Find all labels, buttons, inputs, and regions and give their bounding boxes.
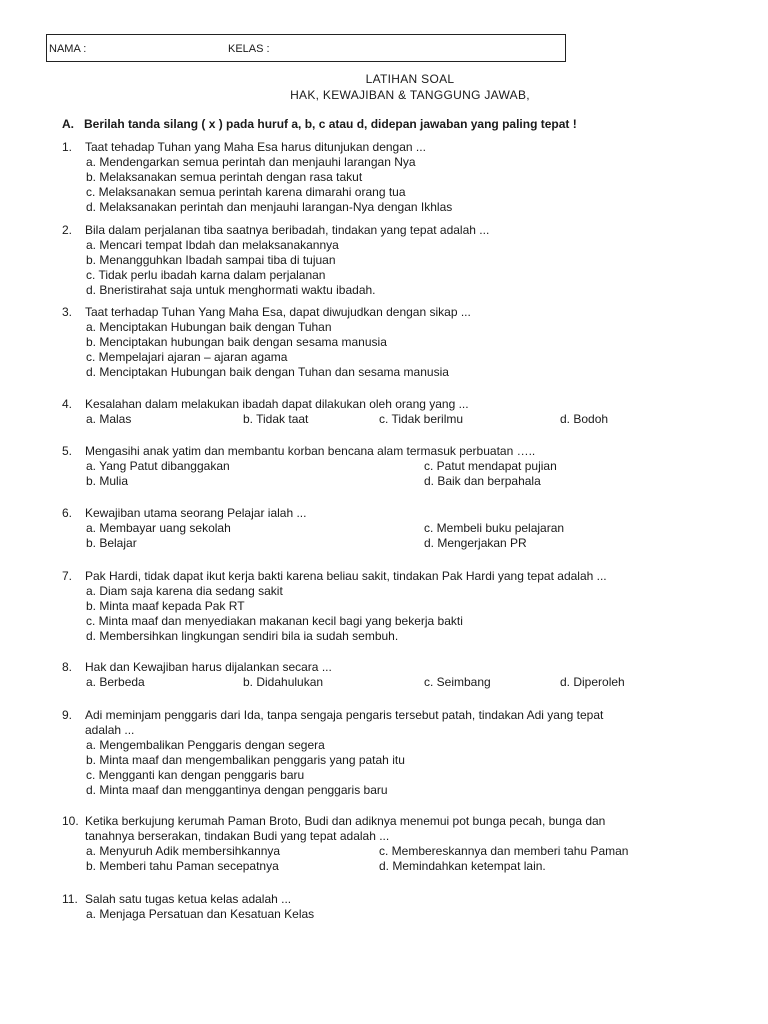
question-number: 5. (62, 444, 73, 458)
question-9 (62, 708, 702, 798)
option: a. Menyuruh Adik membersihkannya (86, 844, 281, 858)
option: b. Minta maaf dan mengembalikan penggaris yang patah itu (86, 753, 405, 767)
option: a. Menciptakan Hubungan baik dengan Tuhan (86, 320, 332, 334)
question-stem: Hak dan Kewajiban harus dijalankan secara ... (85, 660, 332, 674)
question-stem: Taat terhadap Tuhan Yang Maha Esa, dapat diwujudkan dengan sikap ... (85, 305, 471, 319)
question-8 (62, 660, 702, 690)
option: d. Bneristirahat saja untuk menghormati waktu ibadah. (86, 283, 376, 297)
option: a. Malas (86, 412, 132, 426)
kelas-label: KELAS : (228, 43, 270, 55)
option: d. Bodoh (560, 412, 609, 426)
option: a. Mengembalikan Penggaris dengan segera (86, 738, 325, 752)
options-row (86, 521, 702, 536)
option: d. Minta maaf dan menggantinya dengan penggaris baru (86, 783, 388, 797)
question-number: 2. (62, 223, 73, 237)
question-10 (62, 814, 702, 874)
options-row (86, 675, 702, 690)
question-2 (62, 223, 702, 298)
question-number: 8. (62, 660, 73, 674)
option: c. Tidak berilmu (379, 412, 464, 426)
options-row (86, 412, 702, 427)
options-row (86, 474, 702, 489)
options-row (86, 844, 702, 859)
option: a. Berbeda (86, 675, 145, 689)
question-stem: Taat tehadap Tuhan yang Maha Esa harus ditunjukan dengan ... (85, 140, 426, 154)
option: a. Mencari tempat Ibdah dan melaksanakannya (86, 238, 339, 252)
question-number: 11. (62, 892, 78, 906)
option: c. Mempelajari ajaran – ajaran agama (86, 350, 288, 364)
question-stem: Kewajiban utama seorang Pelajar ialah ... (85, 506, 307, 520)
option: c. Tidak perlu ibadah karna dalam perjalanan (86, 268, 326, 282)
option: a. Yang Patut dibanggakan (86, 459, 230, 473)
identity-box (46, 34, 566, 62)
option: b. Belajar (86, 536, 137, 550)
nama-label: NAMA : (49, 43, 87, 55)
option: d. Baik dan berpahala (424, 474, 541, 488)
option: c. Minta maaf dan menyediakan makanan kecil bagi yang bekerja bakti (86, 614, 463, 628)
option: c. Membeli buku pelajaran (424, 521, 565, 535)
option: b. Melaksanakan semua perintah dengan rasa takut (86, 170, 363, 184)
option: a. Mendengarkan semua perintah dan menjauhi larangan Nya (86, 155, 416, 169)
options-row (86, 536, 702, 551)
option: b. Mulia (86, 474, 129, 488)
option: a. Menjaga Persatuan dan Kesatuan Kelas (86, 907, 315, 921)
option: b. Tidak taat (243, 412, 309, 426)
question-5 (62, 444, 702, 489)
question-number: 9. (62, 708, 73, 722)
question-number: 3. (62, 305, 73, 319)
options-row (86, 859, 702, 874)
question-3 (62, 305, 702, 380)
option: d. Memindahkan ketempat lain. (379, 859, 546, 873)
question-number: 6. (62, 506, 73, 520)
option: c. Membereskannya dan memberi tahu Paman (379, 844, 629, 858)
option: c. Mengganti kan dengan penggaris baru (86, 768, 305, 782)
option: b. Didahulukan (243, 675, 324, 689)
options-row (86, 459, 702, 474)
option: c. Patut mendapat pujian (424, 459, 557, 473)
question-stem: Bila dalam perjalanan tiba saatnya beribadah, tindakan yang tepat adalah ... (85, 223, 490, 237)
question-stem-cont: tanahnya berserakan, tindakan Budi yang tepat adalah ... (85, 829, 390, 843)
question-stem: Ketika berkujung kerumah Paman Broto, Budi dan adiknya menemui pot bunga pecah, bunga dan (85, 814, 606, 828)
question-number: 7. (62, 569, 73, 583)
page-subtitle: HAK, KEWAJIBAN & TANGGUNG JAWAB, (290, 88, 530, 102)
option: c. Seimbang (424, 675, 491, 689)
option: d. Melaksanakan perintah dan menjauhi larangan-Nya dengan Ikhlas (86, 200, 453, 214)
question-7 (62, 569, 702, 644)
option: a. Membayar uang sekolah (86, 521, 231, 535)
question-stem: Kesalahan dalam melakukan ibadah dapat dilakukan oleh orang yang ... (85, 397, 469, 411)
section-instruction (62, 117, 577, 131)
option: d. Diperoleh (560, 675, 625, 689)
page-title: LATIHAN SOAL (365, 72, 455, 86)
question-1 (62, 140, 702, 215)
question-stem: Mengasihi anak yatim dan membantu korban bencana alam termasuk perbuatan ….. (85, 444, 536, 458)
question-stem-cont: adalah ... (85, 723, 135, 737)
section-text: Berilah tanda silang ( x ) pada huruf a, b, c atau d, didepan jawaban yang paling tepat ! (84, 117, 577, 131)
question-4 (62, 397, 702, 427)
question-stem: Pak Hardi, tidak dapat ikut kerja bakti karena beliau sakit, tindakan Pak Hardi yang tepat adalah ... (85, 569, 607, 583)
question-6 (62, 506, 702, 551)
option: b. Minta maaf kepada Pak RT (86, 599, 245, 613)
question-11 (62, 892, 702, 922)
question-number: 1. (62, 140, 73, 154)
option: d. Menciptakan Hubungan baik dengan Tuhan dan sesama manusia (86, 365, 449, 379)
option: d. Membersihkan lingkungan sendiri bila ia sudah sembuh. (86, 629, 399, 643)
option: b. Menangguhkan Ibadah sampai tiba di tujuan (86, 253, 336, 267)
option: b. Memberi tahu Paman secepatnya (86, 859, 279, 873)
option: a. Diam saja karena dia sedang sakit (86, 584, 283, 598)
option: c. Melaksanakan semua perintah karena dimarahi orang tua (86, 185, 406, 199)
section-letter: A. (62, 117, 74, 131)
option: d. Mengerjakan PR (424, 536, 527, 550)
option: b. Menciptakan hubungan baik dengan sesama manusia (86, 335, 387, 349)
question-stem: Salah satu tugas ketua kelas adalah ... (85, 892, 292, 906)
question-number: 10. (62, 814, 79, 828)
question-number: 4. (62, 397, 73, 411)
question-stem: Adi meminjam penggaris dari Ida, tanpa sengaja pengaris tersebut patah, tindakan Adi yang tepat (85, 708, 604, 722)
